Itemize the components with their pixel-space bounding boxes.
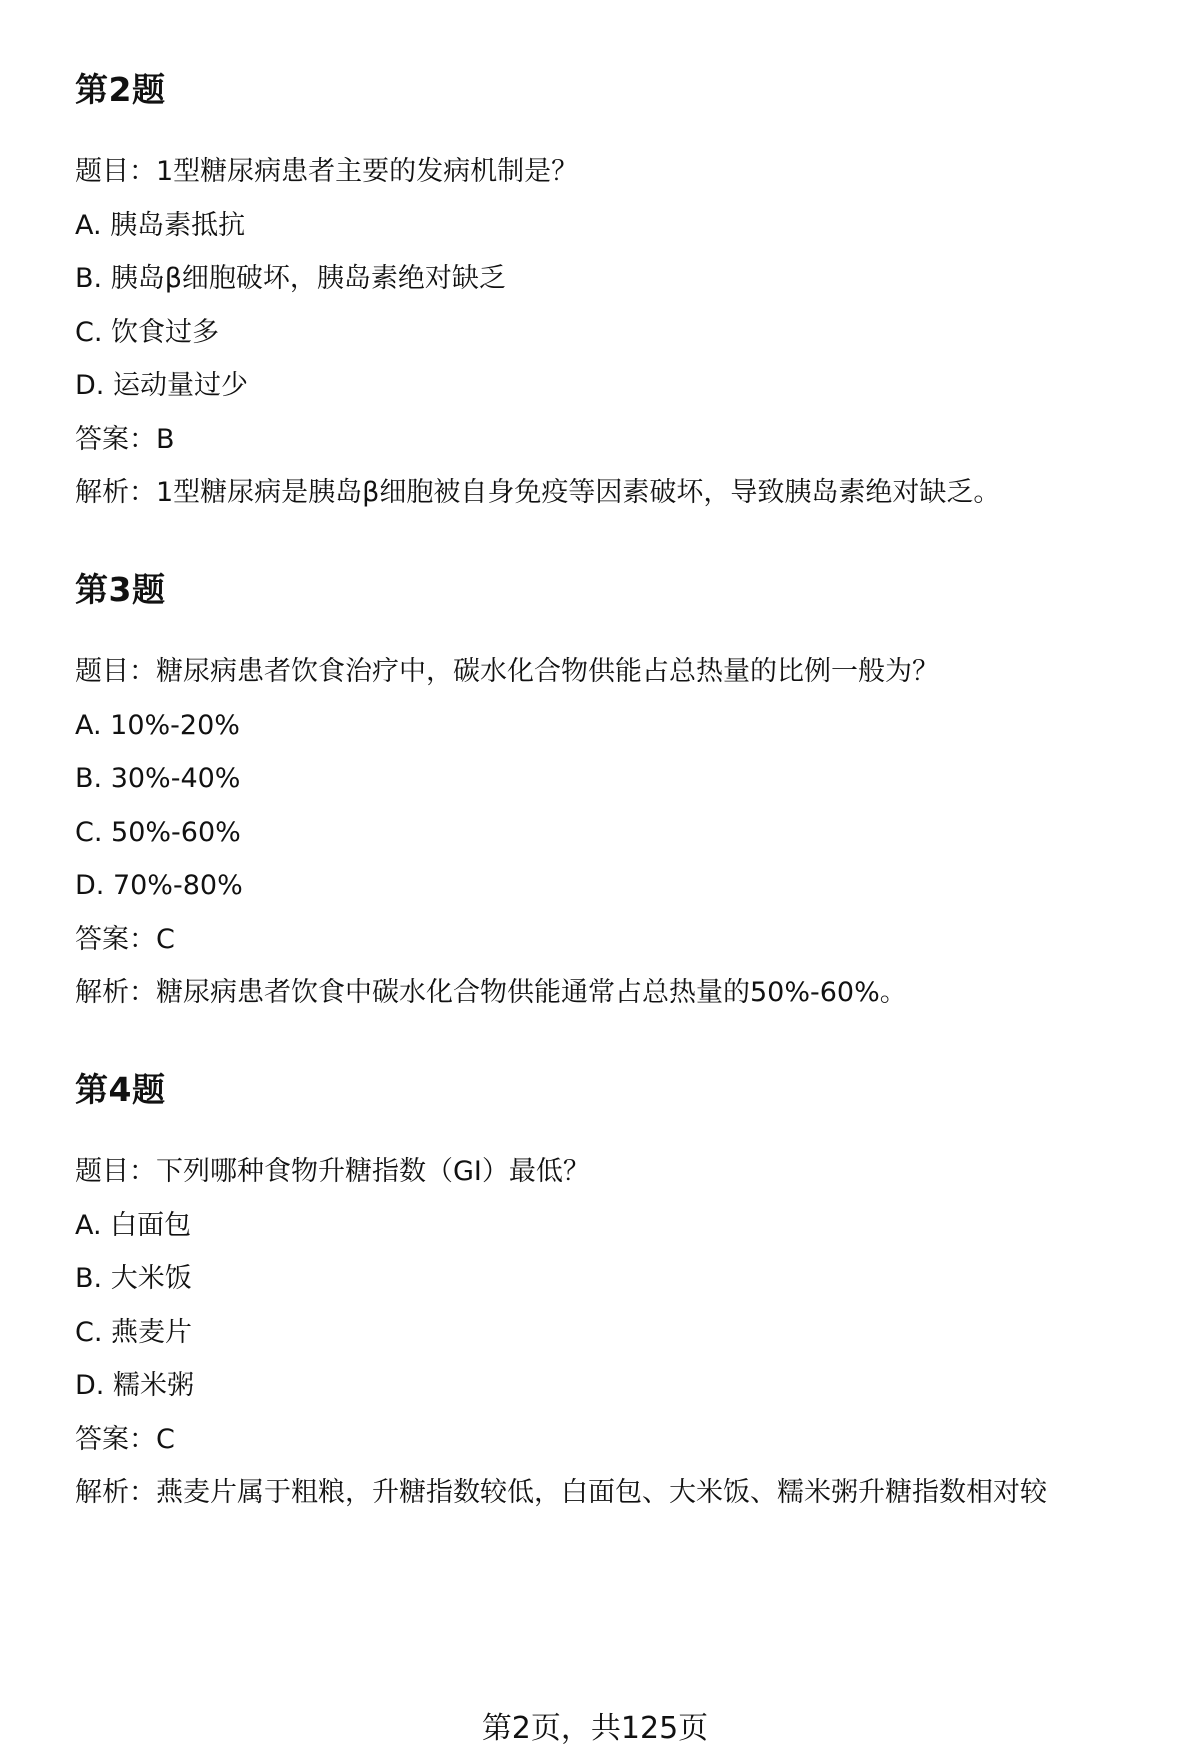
option-c: C. 燕麦片	[75, 1317, 193, 1348]
option-c: C. 饮食过多	[75, 317, 220, 348]
question-text: 题目：下列哪种食物升糖指数（GI）最低？	[75, 1156, 590, 1187]
option-b: B. 30%-40%	[75, 763, 241, 794]
answer-text: 答案：C	[75, 1424, 175, 1455]
question-text: 题目：1型糖尿病患者主要的发病机制是？	[75, 156, 579, 187]
option-d: D. 运动量过少	[75, 370, 248, 401]
explanation-text: 解析：糖尿病患者饮食中碳水化合物供能通常占总热量的50%-60%。	[75, 977, 907, 1008]
option-b: B. 大米饭	[75, 1263, 192, 1294]
page-indicator: 第2页，共125页	[481, 1711, 709, 1746]
question-heading: 第2题	[75, 70, 166, 109]
answer-text: 答案：B	[75, 424, 175, 455]
explanation-text: 解析：燕麦片属于粗粮，升糖指数较低，白面包、大米饭、糯米粥升糖指数相对较	[75, 1477, 1047, 1508]
question-heading: 第3题	[75, 570, 166, 609]
explanation-text: 解析：1型糖尿病是胰岛β细胞被自身免疫等因素破坏，导致胰岛素绝对缺乏。	[75, 477, 1001, 508]
option-a: A. 胰岛素抵抗	[75, 210, 246, 241]
option-c: C. 50%-60%	[75, 817, 241, 848]
question-text: 题目：糖尿病患者饮食治疗中，碳水化合物供能占总热量的比例一般为？	[75, 656, 939, 687]
option-d: D. 糯米粥	[75, 1370, 194, 1401]
option-b: B. 胰岛β细胞破坏，胰岛素绝对缺乏	[75, 263, 506, 294]
answer-text: 答案：C	[75, 924, 175, 955]
question-heading: 第4题	[75, 1070, 166, 1109]
option-a: A. 10%-20%	[75, 710, 240, 741]
option-d: D. 70%-80%	[75, 870, 243, 901]
option-a: A. 白面包	[75, 1210, 192, 1241]
